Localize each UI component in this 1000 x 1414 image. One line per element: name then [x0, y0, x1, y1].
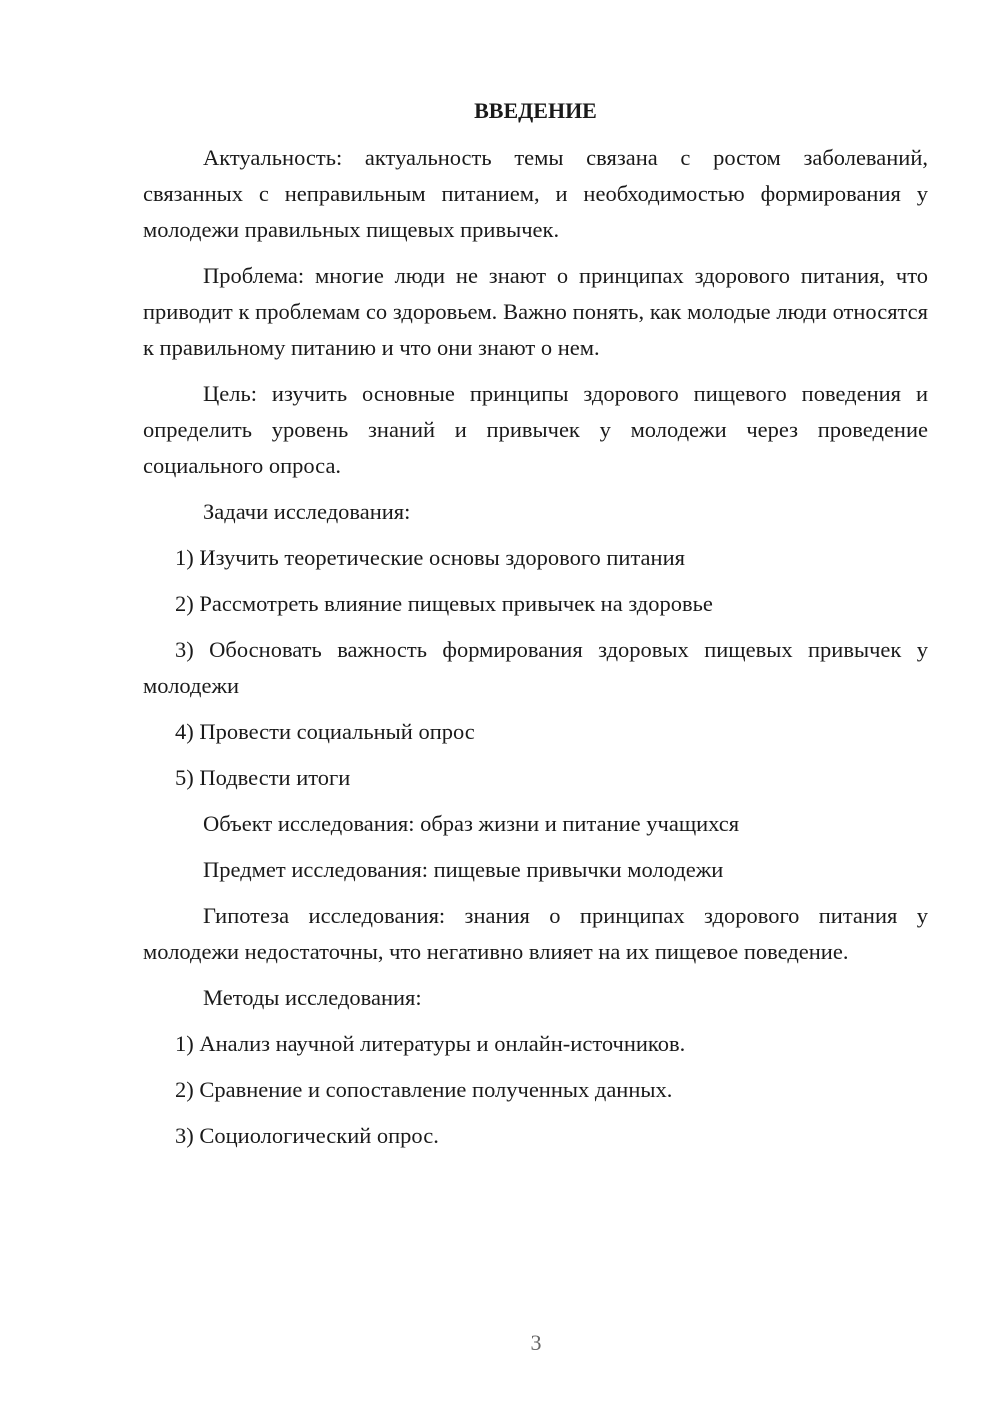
task-item: 1) Изучить теоретические основы здорового питания — [175, 545, 685, 570]
object-paragraph: Объект исследования: образ жизни и питание учащихся — [203, 811, 740, 836]
problem-paragraph: Проблема: многие люди не знают о принципах здорового питания, что приводит к проблемам со здоровьем. Важно понять, как молодые люди относятся к правильному питанию и что они знают о нем. — [143, 263, 928, 360]
tasks-title: Задачи исследования: — [203, 499, 411, 524]
method-item: 2) Сравнение и сопоставление полученных данных. — [175, 1077, 673, 1102]
methods-title: Методы исследования: — [203, 985, 422, 1010]
document-page — [143, 96, 928, 1164]
method-item: 1) Анализ научной литературы и онлайн-источников. — [175, 1031, 686, 1056]
task-item: 2) Рассмотреть влияние пищевых привычек на здоровье — [175, 591, 713, 616]
goal-paragraph: Цель: изучить основные принципы здорового пищевого поведения и определить уровень знаний и привычек у молодежи через проведение социального опроса. — [143, 381, 928, 478]
task-item: 4) Провести социальный опрос — [175, 719, 475, 744]
subject-paragraph: Предмет исследования: пищевые привычки молодежи — [203, 857, 724, 882]
page-number: 3 — [530, 1330, 542, 1355]
relevance-paragraph: Актуальность: актуальность темы связана с ростом заболеваний, связанных с неправильным питанием, и необходимостью формирования у молодежи правильных пищевых привычек. — [143, 145, 928, 242]
task-item: 3) Обосновать важность формирования здоровых пищевых привычек у молодежи — [143, 637, 928, 698]
method-item: 3) Социологический опрос. — [175, 1123, 439, 1148]
hypothesis-paragraph: Гипотеза исследования: знания о принципах здорового питания у молодежи недостаточны, что негативно влияет на их пищевое поведение. — [143, 903, 928, 964]
task-item: 5) Подвести итоги — [175, 765, 351, 790]
page-title: ВВЕДЕНИЕ — [474, 98, 597, 123]
